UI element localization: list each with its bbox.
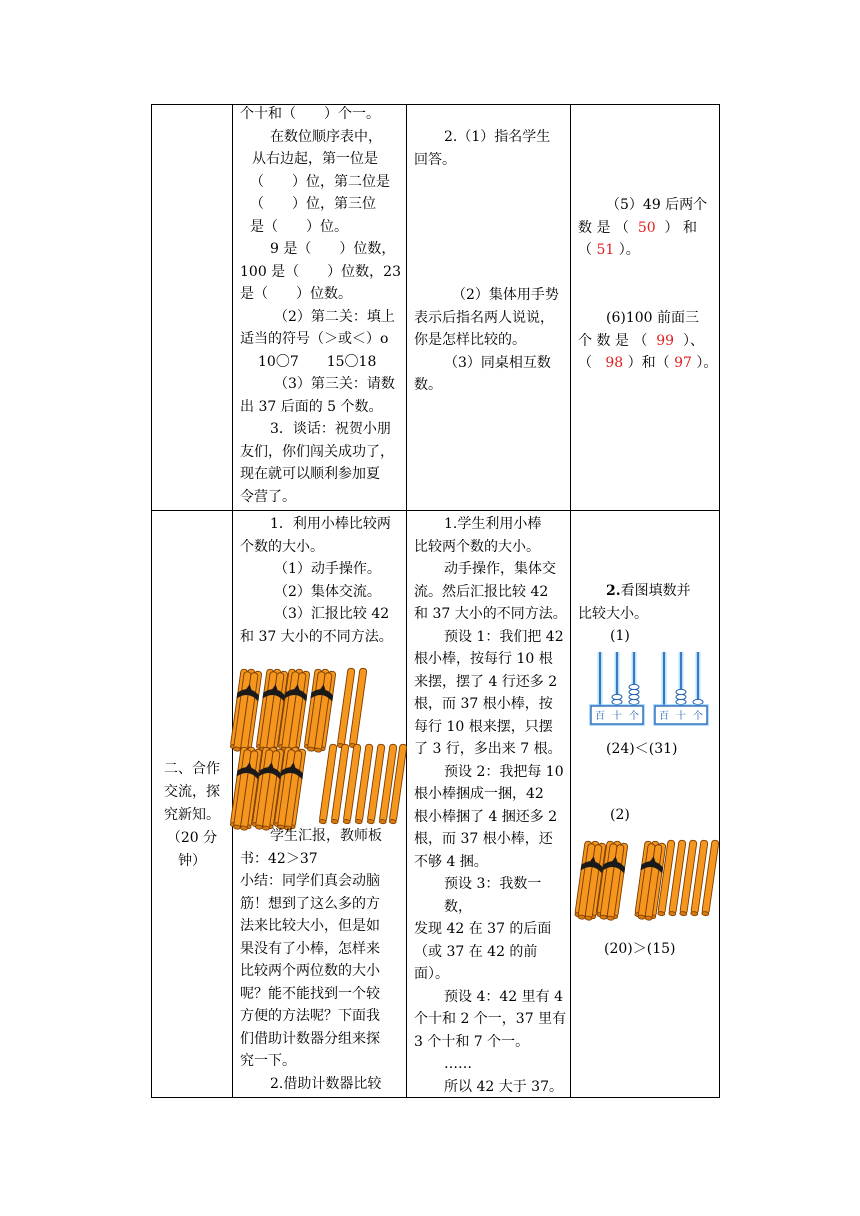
text-line: 1.学生利用小棒 [444, 516, 542, 532]
text-line: 回答。 [414, 151, 456, 168]
text-line: …… [444, 1056, 472, 1072]
text-line: 法来比较大小，但是如 [240, 918, 380, 934]
text-line: 根小棒，按每行 10 根 [414, 651, 553, 667]
text-line: （或 37 在 42 的前面）。 [414, 943, 538, 982]
text-fragment: ） 和 [664, 219, 697, 236]
row1-student-activity [414, 126, 568, 171]
text-line: 究一下。 [240, 1053, 296, 1069]
stage-label [152, 758, 232, 873]
text-line: 比较两个数的大小。 [414, 538, 540, 555]
text-line: 比较两个两位数的大小 [240, 963, 380, 979]
text-line: 二、合作 [164, 761, 220, 777]
sub-question-2 [610, 804, 630, 827]
text-line: 预设 3：我数一数， [444, 876, 542, 915]
text-line: （2）集体用手势 [452, 287, 559, 303]
text-line: 3 个十和 7 个一。 [414, 1033, 530, 1050]
text-line: 了 3 行，多出来 7 根。 [414, 741, 562, 757]
text-line: 数。 [414, 377, 442, 393]
text-line: 小结：同学们真会动脑 [240, 873, 380, 889]
text-line: 出 37 后面的 5 个数。 [240, 398, 383, 415]
text-line: 现在就可以顺利参加夏 [240, 466, 380, 482]
abacus-label: 百 [595, 711, 605, 722]
abacus-label: 个 [629, 711, 639, 722]
text-line: 学生汇报，教师板 [270, 828, 382, 844]
table-right-border [719, 104, 720, 1098]
sticks-illustration-42 [232, 664, 404, 826]
text-line [578, 352, 718, 375]
text-line: （5）49 后两个 [606, 197, 708, 213]
text-fragment: 2. [606, 583, 621, 599]
answer-value: 99 [656, 332, 675, 349]
text-line: 个十和（ ）个一。 [240, 106, 380, 122]
answer-value: 50 [637, 219, 656, 236]
col-divider-1 [232, 104, 233, 1098]
text-fragment: （ [578, 355, 592, 371]
text-line [578, 217, 718, 240]
row2-student-activity [414, 513, 568, 1098]
text-line: 究新知。 [164, 807, 220, 823]
table-left-border [151, 104, 152, 1098]
col-divider-2 [406, 104, 407, 1098]
text-line: （2）第二关：填上 [274, 308, 395, 325]
text-line: 令营了。 [240, 488, 296, 505]
answer-value: 98 [605, 355, 624, 371]
text-line: 是（ ）位数。 [240, 286, 352, 302]
text-fragment: 个 数 是 （ [578, 332, 648, 349]
row1-student-activity-2 [414, 284, 568, 397]
text-line: (20)＞(15) [604, 941, 676, 957]
row-divider [151, 510, 719, 511]
abacus-left [590, 648, 652, 728]
abacus-right [654, 648, 716, 728]
text-line: 2.（1）指名学生 [444, 129, 551, 145]
text-line: 你是怎样比较的。 [414, 332, 526, 348]
text-line: （ ）位，第二位是 [250, 173, 390, 190]
abacus-label: 个 [693, 711, 703, 722]
text-line: 根，而 37 根小棒，按 [414, 696, 553, 712]
text-line: 方便的方法呢？下面我 [240, 1008, 380, 1024]
abacus-label: 十 [676, 711, 686, 722]
text-line: 流。然后汇报比较 42 [414, 583, 549, 600]
text-line: 10〇7 15〇18 [258, 353, 377, 370]
text-line: （ ）位，第三位 [250, 196, 376, 212]
text-line: (2) [610, 807, 630, 823]
answer-value: 97 [674, 355, 692, 371]
abacus-label: 十 [612, 711, 622, 722]
text-fragment: （ [578, 242, 592, 258]
text-line [578, 239, 718, 262]
text-line: (6)100 前面三 [606, 310, 700, 326]
row1-exercise-2 [578, 307, 718, 375]
text-line: 呢？能不能找到一个较 [240, 985, 380, 1002]
text-line: 预设 1：我们把 42 [444, 628, 564, 645]
text-line: 友们，你们闯关成功了， [240, 443, 394, 460]
row2-exercise [578, 580, 718, 648]
text-line: 3．谈话：祝贺小朋 [270, 421, 391, 437]
text-line: 是（ ）位。 [250, 218, 348, 235]
text-line [578, 330, 718, 353]
text-line: 根小棒捆了 4 捆还多 2 [414, 808, 558, 825]
text-line: (1) [610, 628, 630, 644]
text-line: 预设 2：我把每 10 [444, 763, 564, 780]
abacus-label: 百 [659, 711, 669, 722]
text-line: 钟） [178, 853, 206, 869]
text-line: 们借助计数器分组来探 [240, 1030, 380, 1047]
text-line: 和 37 大小的不同方法。 [240, 628, 393, 645]
text-line: 预设 4：42 里有 4 [444, 988, 563, 1005]
text-line: 根，而 37 根小棒，还 [414, 831, 553, 847]
answer-value: 51 [596, 242, 615, 258]
text-line: （1）动手操作。 [274, 561, 381, 577]
text-line: 9 是（ ）位数， [270, 241, 396, 257]
text-line: 个十和 2 个一，37 里有 [414, 1011, 567, 1027]
text-line: （20 分 [166, 830, 218, 846]
text-line: 从右边起，第一位是 [252, 151, 378, 167]
text-line: 每行 10 根来摆，只摆 [414, 718, 553, 735]
col-divider-3 [570, 104, 571, 1098]
text-line: 所以 42 大于 37。 [444, 1078, 563, 1095]
text-line: 比较大小。 [578, 605, 648, 622]
text-line: 动手操作，集体交 [444, 561, 556, 577]
text-fragment: ）和（ [627, 355, 670, 371]
table-top-border [151, 104, 719, 105]
text-line: 2.借助计数器比较 [270, 1075, 382, 1092]
row2-teacher-activity [240, 513, 404, 648]
compare-answer-1 [606, 738, 677, 761]
text-line: 果没有了小棒，怎样来 [240, 940, 380, 957]
text-line: 交流，探 [164, 784, 220, 800]
text-line: （3）汇报比较 42 [274, 606, 390, 622]
text-line: 不够 4 捆。 [414, 853, 488, 870]
row1-teacher-activity [240, 103, 404, 508]
row2-teacher-summary [240, 825, 404, 1095]
text-line: 来摆，摆了 4 行还多 2 [414, 673, 558, 690]
sticks-illustration-20-15 [576, 836, 718, 922]
text-fragment: 数 是 （ [578, 219, 629, 236]
text-line: 表示后指名两人说说， [414, 309, 554, 326]
text-line: 和 37 大小的不同方法。 [414, 606, 567, 622]
text-fragment: ）。 [696, 355, 718, 371]
text-line: (24)＜(31) [606, 741, 678, 757]
text-fragment: ）。 [618, 242, 640, 258]
text-line: 根小棒捆成一捆，42 [414, 786, 544, 802]
text-line: （3）同桌相互数 [444, 354, 551, 371]
text-line: 100 是（ ）位数，23 [240, 263, 401, 280]
text-line: （3）第三关：请数 [274, 376, 395, 392]
text-line: 发现 42 在 37 的后面 [414, 921, 552, 937]
text-line: 适当的符号（＞或＜）o [240, 331, 389, 347]
text-line: 在数位顺序表中， [270, 128, 382, 145]
text-line: 个数的大小。 [240, 538, 324, 555]
compare-answer-2 [604, 938, 675, 961]
text-line: （2）集体交流。 [274, 583, 381, 600]
exercise-title [578, 580, 718, 603]
row1-exercise [578, 194, 718, 262]
text-fragment: 看图填数并 [620, 583, 691, 599]
text-fragment: ）、 [683, 332, 704, 349]
text-line: 书：42＞37 [240, 850, 318, 867]
text-line: 1．利用小棒比较两 [270, 516, 391, 532]
text-line: 筋！想到了这么多的方 [240, 895, 380, 912]
